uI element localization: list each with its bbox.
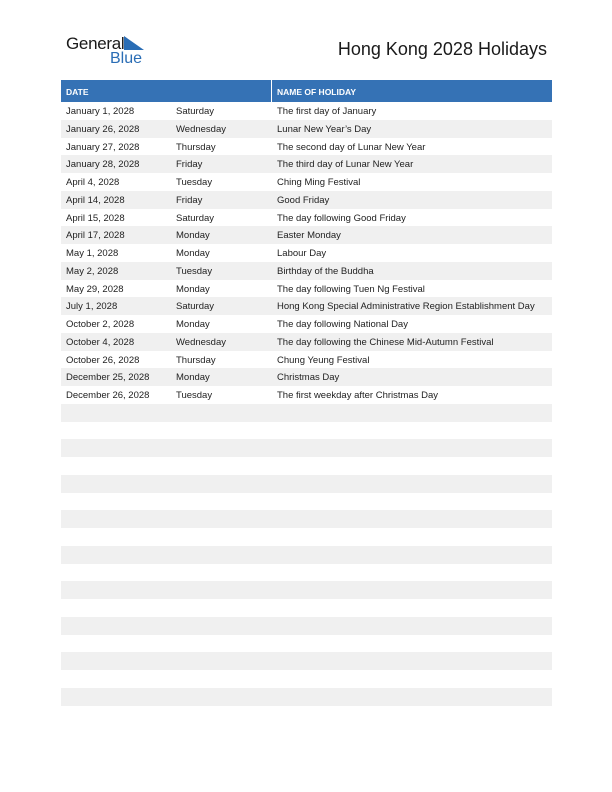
row-day: Monday	[176, 230, 210, 242]
row-day: Saturday	[176, 301, 215, 313]
row-holiday-name: The day following the Chinese Mid-Autumn Festival	[277, 336, 494, 348]
table-row	[61, 386, 552, 404]
table-row	[61, 297, 552, 315]
empty-table-row	[61, 475, 552, 493]
page-title: Hong Kong 2028 Holidays	[337, 39, 547, 59]
header-divider	[271, 80, 272, 102]
row-date: January 26, 2028	[66, 123, 140, 135]
row-holiday-name: Good Friday	[277, 194, 330, 206]
row-date: October 2, 2028	[66, 319, 135, 330]
table-row	[61, 244, 552, 262]
empty-table-row	[61, 510, 552, 528]
row-holiday-name: Easter Monday	[277, 230, 341, 242]
table-row	[61, 351, 552, 369]
row-date: January 28, 2028	[66, 159, 140, 171]
table-row	[61, 120, 552, 138]
row-date: April 15, 2028	[66, 212, 125, 224]
empty-table-row	[61, 706, 552, 724]
table-header	[61, 80, 552, 102]
row-date: December 25, 2028	[66, 372, 150, 384]
table-row	[61, 155, 552, 173]
row-day: Friday	[176, 159, 203, 171]
row-date: April 4, 2028	[66, 177, 120, 188]
row-day: Thursday	[176, 354, 216, 366]
row-date: April 14, 2028	[66, 194, 125, 206]
logo-blue-text: Blue	[110, 50, 143, 67]
row-holiday-name: The first day of January	[277, 106, 377, 117]
row-date: May 29, 2028	[66, 283, 124, 295]
row-holiday-name: Chung Yeung Festival	[277, 354, 370, 366]
table-row	[61, 368, 552, 386]
row-day: Tuesday	[176, 177, 213, 188]
row-day: Monday	[176, 283, 210, 295]
table-row	[61, 138, 552, 156]
logo	[66, 34, 156, 70]
table-body	[61, 102, 552, 723]
row-day: Monday	[176, 319, 210, 330]
row-day: Thursday	[176, 141, 216, 153]
empty-table-row	[61, 528, 552, 546]
table-row	[61, 226, 552, 244]
empty-table-row	[61, 422, 552, 440]
row-date: May 1, 2028	[66, 248, 119, 259]
row-day: Friday	[176, 194, 203, 206]
table-row	[61, 315, 552, 333]
row-day: Monday	[176, 372, 210, 384]
empty-table-row	[61, 404, 552, 422]
row-holiday-name: The day following National Day	[277, 319, 408, 330]
row-holiday-name: Birthday of the Buddha	[277, 265, 374, 277]
empty-table-row	[61, 688, 552, 706]
row-day: Tuesday	[176, 390, 213, 401]
row-date: December 26, 2028	[66, 390, 150, 401]
row-date: January 1, 2028	[66, 106, 135, 117]
empty-table-row	[61, 635, 552, 653]
row-holiday-name: The third day of Lunar New Year	[277, 159, 414, 171]
header-name: NAME OF HOLIDAY	[277, 87, 357, 97]
table-row	[61, 262, 552, 280]
empty-table-row	[61, 564, 552, 582]
row-date: January 27, 2028	[66, 141, 140, 153]
row-holiday-name: Christmas Day	[277, 372, 340, 384]
row-holiday-name: The day following Good Friday	[277, 212, 406, 224]
holiday-table	[61, 80, 552, 723]
row-date: October 4, 2028	[66, 336, 135, 348]
row-holiday-name: Labour Day	[277, 248, 327, 259]
empty-table-row	[61, 652, 552, 670]
table-row	[61, 209, 552, 227]
row-date: July 1, 2028	[66, 301, 118, 313]
empty-table-row	[61, 546, 552, 564]
table-row	[61, 173, 552, 191]
empty-table-row	[61, 617, 552, 635]
table-row	[61, 333, 552, 351]
row-day: Monday	[176, 248, 210, 259]
table-row	[61, 191, 552, 209]
empty-table-row	[61, 599, 552, 617]
table-row	[61, 102, 552, 120]
row-holiday-name: The day following Tuen Ng Festival	[277, 283, 425, 295]
row-day: Tuesday	[176, 265, 213, 277]
header-date: DATE	[66, 87, 89, 97]
row-day: Wednesday	[176, 123, 226, 135]
row-date: October 26, 2028	[66, 354, 140, 366]
row-holiday-name: Hong Kong Special Administrative Region Establishment Day	[277, 301, 535, 313]
empty-table-row	[61, 457, 552, 475]
row-holiday-name: Lunar New Year’s Day	[277, 123, 372, 135]
row-date: April 17, 2028	[66, 230, 125, 242]
row-date: May 2, 2028	[66, 265, 119, 277]
table-row	[61, 280, 552, 298]
logo-general-text: General	[66, 34, 125, 53]
empty-table-row	[61, 670, 552, 688]
empty-table-row	[61, 493, 552, 511]
empty-table-row	[61, 439, 552, 457]
empty-table-row	[61, 581, 552, 599]
row-holiday-name: Ching Ming Festival	[277, 177, 361, 188]
row-day: Saturday	[176, 106, 215, 117]
row-day: Wednesday	[176, 336, 226, 348]
logo-triangle-icon	[124, 36, 144, 50]
row-holiday-name: The second day of Lunar New Year	[277, 141, 426, 153]
row-holiday-name: The first weekday after Christmas Day	[277, 390, 439, 401]
row-day: Saturday	[176, 212, 215, 224]
